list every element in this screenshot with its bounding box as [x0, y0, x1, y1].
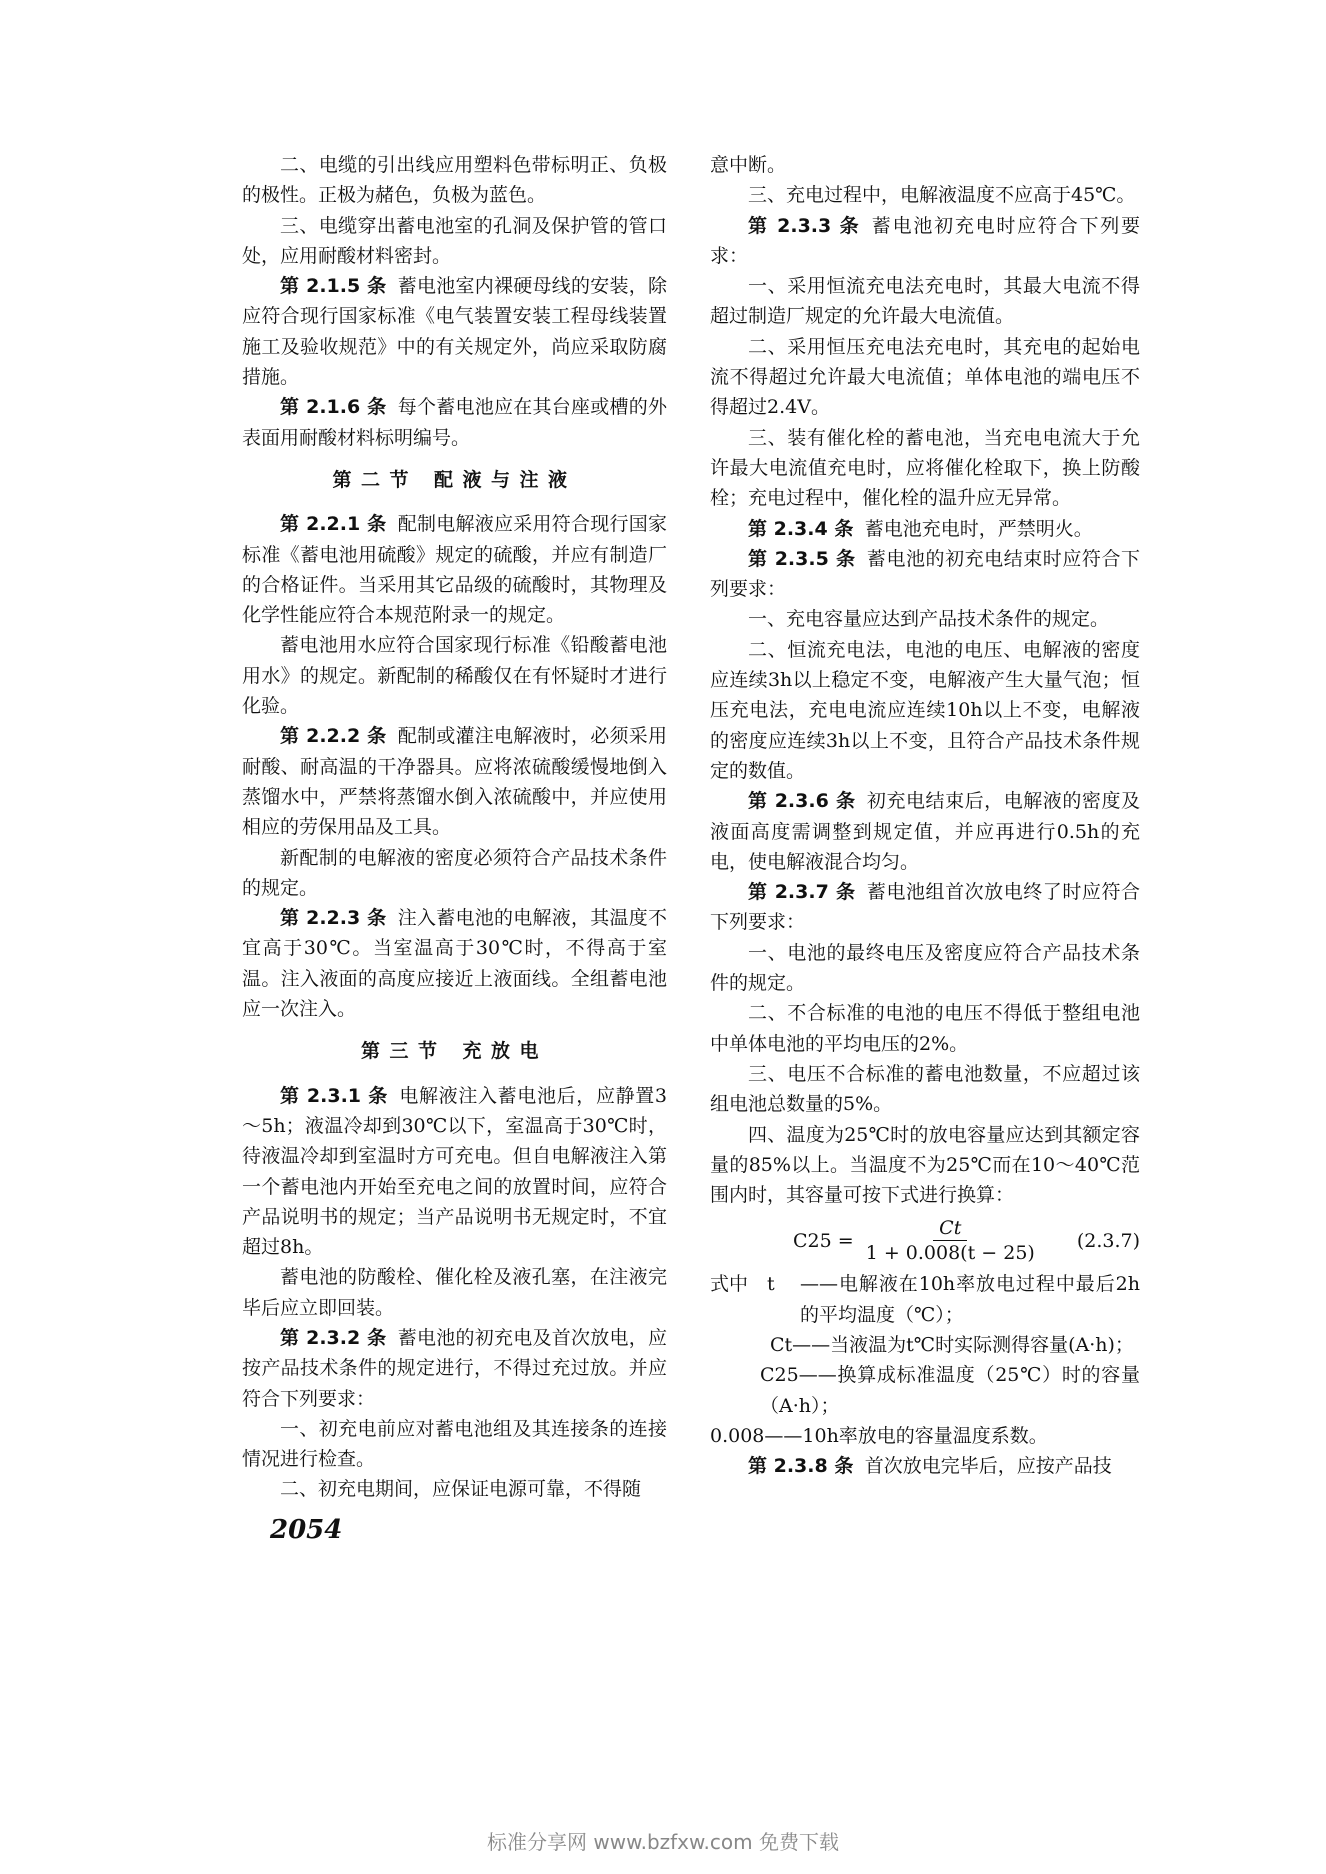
section-heading: 第二节 配液与注液	[332, 468, 577, 491]
article-text: 蓄电池的初充电结束时应符合下列要求：	[710, 547, 1140, 601]
list-item: 三、充电过程中，电解液温度不应高于45℃。	[748, 184, 1136, 207]
left-column	[242, 150, 667, 1505]
article	[242, 509, 667, 630]
article-number: 第 2.3.3 条	[748, 214, 861, 237]
list-item: 一、电池的最终电压及密度应符合产品技术条件的规定。	[710, 941, 1140, 995]
formula-numerator: Ct	[933, 1216, 967, 1241]
legend-text: Ct——当液温为t℃时实际测得容量(A·h)；	[770, 1333, 1134, 1356]
article-text: 电解液注入蓄电池后，应静置3～5h；液温冷却到30℃以下，室温高于30℃时，待液温冷却到室温时方可充电。但自电解液注入第一个蓄电池内开始至充电之间的放置时间，应符合产品说明书的规定；当产品说明书无规定时，不宜超过8h。	[242, 1084, 668, 1259]
list-item: 四、温度为25℃时的放电容量应达到其额定容量的85%以上。当温度不为25℃而在10～40℃范围内时，其容量可按下式进行换算：	[710, 1123, 1140, 1207]
article-number: 第 2.3.6 条	[748, 790, 856, 813]
article	[710, 211, 1140, 272]
list-item: 一、初充电前应对蓄电池组及其连接条的连接情况进行检查。	[242, 1417, 667, 1471]
list-item: 一、采用恒流充电法充电时，其最大电流不得超过制造厂规定的允许最大电流值。	[710, 275, 1140, 328]
page-number: 2054	[270, 1515, 343, 1545]
paragraph: 意中断。	[710, 154, 787, 176]
paragraph: 三、电缆穿出蓄电池室的孔洞及保护管的管口处，应用耐酸材料密封。	[242, 214, 667, 267]
legend-row	[710, 1269, 1140, 1330]
article-text: 蓄电池充电时，严禁明火。	[864, 517, 1093, 540]
article-text: 初充电结束后，电解液的密度及液面高度需调整到规定值，并应再进行0.5h的充电，使电解液混合均匀。	[710, 790, 1140, 873]
article-text: 蓄电池室内裸硬母线的安装，除应符合现行国家标准《电气装置安装工程母线装置施工及验收规范》中的有关规定外，尚应采取防腐措施。	[242, 275, 667, 389]
article-text: 蓄电池组首次放电终了时应符合下列要求：	[710, 881, 1140, 934]
right-column	[710, 150, 1140, 1481]
paragraph: 二、电缆的引出线应用塑料色带标明正、负极的极性。正极为赭色，负极为蓝色。	[242, 154, 667, 207]
article-text: 每个蓄电池应在其台座或槽的外表面用耐酸材料标明编号。	[242, 396, 667, 449]
article-number: 第 2.3.4 条	[748, 517, 854, 540]
article	[242, 1323, 667, 1414]
formula-fraction	[860, 1216, 1041, 1265]
article	[710, 877, 1140, 938]
article-text: 配制电解液应采用符合现行国家标准《蓄电池用硫酸》规定的硫酸，并应有制造厂的合格证件。当采用其它品级的硫酸时，其物理及化学性能应符合本规范附录一的规定。	[242, 513, 667, 627]
legend-text: ——电解液在10h率放电过程中最后2h的平均温度（℃）；	[800, 1273, 1140, 1326]
article	[242, 721, 667, 842]
list-item: 二、初充电期间，应保证电源可靠，不得随	[280, 1478, 642, 1501]
article-number: 第 2.3.2 条	[280, 1326, 387, 1349]
article-text: 首次放电完毕后，应按产品技	[864, 1455, 1112, 1478]
formula-denominator: 1 + 0.008(t − 25)	[865, 1242, 1035, 1265]
article	[710, 544, 1140, 605]
paragraph: 蓄电池用水应符合国家现行标准《铅酸蓄电池用水》的规定。新配制的稀酸仅在有怀疑时才进行化验。	[242, 634, 667, 718]
article-text: 配制或灌注电解液时，必须采用耐酸、耐高温的干净器具。应将浓硫酸缓慢地倒入蒸馏水中，严禁将蒸馏水倒入浓硫酸中，并应使用相应的劳保用品及工具。	[242, 725, 667, 839]
article	[242, 392, 667, 453]
article-number: 第 2.2.1 条	[280, 513, 387, 536]
article-text: 注入蓄电池的电解液，其温度不宜高于30℃。当室温高于30℃时，不得高于室温。注入液面的高度应接近上液面线。全组蓄电池应一次注入。	[242, 907, 667, 1021]
article	[710, 786, 1140, 877]
formula-legend	[710, 1269, 1140, 1451]
article	[710, 1451, 1140, 1481]
formula	[710, 1216, 1140, 1265]
article-text: 蓄电池初充电时应符合下列要求：	[710, 214, 1140, 267]
article	[242, 271, 667, 392]
list-item: 三、电压不合标准的蓄电池数量，不应超过该组电池总数量的5%。	[710, 1062, 1140, 1116]
list-item: 一、充电容量应达到产品技术条件的规定。	[748, 608, 1110, 631]
footer-watermark: 标准分享网 www.bzfxw.com 免费下载	[487, 1830, 839, 1854]
article-number: 第 2.2.2 条	[280, 725, 387, 748]
article-number: 第 2.3.1 条	[280, 1084, 388, 1107]
paragraph: 新配制的电解液的密度必须符合产品技术条件的规定。	[242, 846, 667, 899]
article-number: 第 2.1.6 条	[280, 396, 387, 419]
legend-text: 0.008——10h率放电的容量温度系数。	[710, 1424, 1048, 1447]
list-item: 二、恒流充电法，电池的电压、电解液的密度应连续3h以上稳定不变，电解液产生大量气泡；恒压充电法，充电电流应连续10h以上不变，电解液的密度应连续3h以上不变，且符合产品技术条件规定的数值。	[710, 638, 1140, 782]
list-item: 三、装有催化栓的蓄电池，当充电电流大于允许最大电流值充电时，应将催化栓取下，换上防酸栓；充电过程中，催化栓的温升应无异常。	[710, 426, 1140, 510]
legend-key: 式中 t	[710, 1273, 775, 1296]
paragraph: 蓄电池的防酸栓、催化栓及液孔塞，在注液完毕后应立即回装。	[242, 1266, 667, 1319]
legend-text: C25——换算成标准温度（25℃）时的容量（A·h）；	[760, 1364, 1140, 1417]
article	[710, 514, 1140, 544]
article-number: 第 2.3.7 条	[748, 881, 856, 904]
article-number: 第 2.2.3 条	[280, 907, 387, 930]
article-number: 第 2.3.8 条	[748, 1455, 854, 1478]
article-text: 蓄电池的初充电及首次放电，应按产品技术条件的规定进行，不得过充过放。并应符合下列要求：	[242, 1326, 667, 1410]
article-number: 第 2.1.5 条	[280, 275, 387, 298]
section-heading: 第三节 充放电	[360, 1040, 549, 1063]
article	[242, 1081, 667, 1263]
equation-number: (2.3.7)	[1076, 1229, 1140, 1252]
list-item: 二、采用恒压充电法充电时，其充电的起始电流不得超过允许最大电流值；单体电池的端电压不得超过2.4V。	[710, 335, 1140, 419]
formula-lhs: C25 =	[793, 1229, 854, 1252]
article	[242, 903, 667, 1024]
list-item: 二、不合标准的电池的电压不得低于整组电池中单体电池的平均电压的2%。	[710, 1002, 1140, 1055]
article-number: 第 2.3.5 条	[748, 547, 856, 570]
